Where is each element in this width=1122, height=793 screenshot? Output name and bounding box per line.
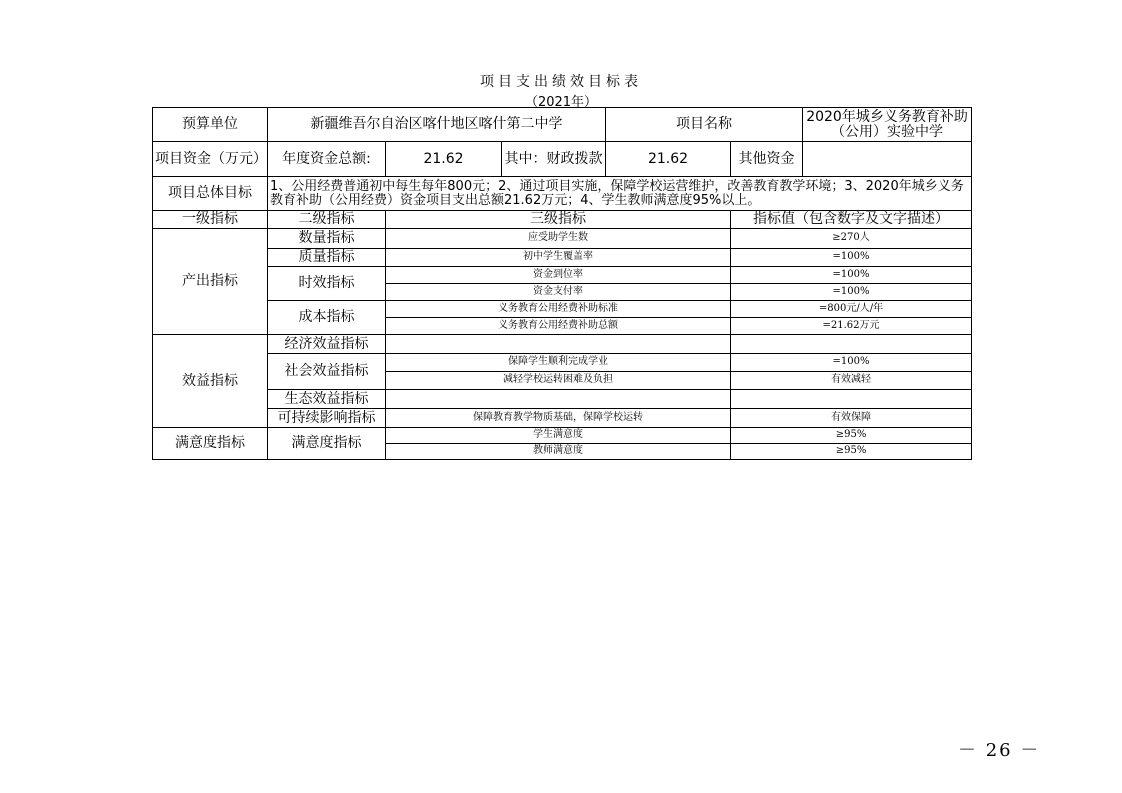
indicator-name: 保障教育教学物质基础，保障学校运转 (386, 409, 731, 428)
col-header-value: 指标值（包含数字及文字描述） (731, 211, 972, 229)
indicator-name: 初中学生覆盖率 (386, 249, 731, 267)
indicator-value: =21.62万元 (731, 318, 972, 335)
indicator-name: 减轻学校运转困难及负担 (386, 372, 731, 390)
ecological-indicator-label: 生态效益指标 (268, 390, 386, 409)
quantity-indicator-label: 数量指标 (268, 229, 386, 249)
indicator-name: 应受助学生数 (386, 229, 731, 249)
indicator-value: ≥95% (731, 428, 972, 444)
overall-goal-label: 项目总体目标 (153, 177, 268, 211)
indicator-value (731, 390, 972, 409)
overall-goal-text: 1、公用经费普通初中每生每年800元；2、通过项目实施，保障学校运营维护，改善教育教学环境；3、2020年城乡义务教育补助（公用经费）资金项目支出总额21.62万元；4、学生教师满意度95%以上。 (268, 177, 972, 211)
timeliness-indicator-label: 时效指标 (268, 267, 386, 301)
indicator-value: =100% (731, 354, 972, 372)
col-header-level2: 二级指标 (268, 211, 386, 229)
finance-allocation-value: 21.62 (606, 142, 731, 177)
indicator-value: =100% (731, 249, 972, 267)
col-header-level1: 一级指标 (153, 211, 268, 229)
annual-total-value: 21.62 (386, 142, 502, 177)
page-subtitle: （2021年） (524, 95, 598, 110)
indicator-name: 学生满意度 (386, 428, 731, 444)
indicator-name (386, 390, 731, 409)
benefit-indicator-label: 效益指标 (153, 335, 268, 428)
indicator-value: 有效保障 (731, 409, 972, 428)
indicator-name: 义务教育公用经费补助标准 (386, 301, 731, 318)
indicator-name (386, 335, 731, 354)
indicator-value: ≥270人 (731, 229, 972, 249)
project-name-label: 项目名称 (606, 108, 803, 142)
indicator-name: 教师满意度 (386, 444, 731, 460)
other-funds-label: 其他资金 (731, 142, 803, 177)
quality-indicator-label: 质量指标 (268, 249, 386, 267)
annual-total-label: 年度资金总额: (268, 142, 386, 177)
indicator-value: ≥95% (731, 444, 972, 460)
sustainable-indicator-label: 可持续影响指标 (268, 409, 386, 428)
finance-allocation-label: 其中：财政拨款 (502, 142, 606, 177)
social-indicator-label: 社会效益指标 (268, 354, 386, 390)
indicator-name: 保障学生顺利完成学业 (386, 354, 731, 372)
indicator-value: =100% (731, 267, 972, 284)
project-name-value: 2020年城乡义务教育补助（公用）实验中学 (803, 108, 972, 142)
col-header-level3: 三级指标 (386, 211, 731, 229)
indicator-name: 资金支付率 (386, 284, 731, 301)
page-number: － 26 － (958, 740, 1041, 761)
indicator-name: 资金到位率 (386, 267, 731, 284)
other-funds-value (803, 142, 972, 177)
page-title: 项目支出绩效目标表 (480, 74, 642, 90)
indicator-value: =800元/人/年 (731, 301, 972, 318)
satisfaction-sub-indicator-label: 满意度指标 (268, 428, 386, 460)
indicator-value: =100% (731, 284, 972, 301)
satisfaction-indicator-label: 满意度指标 (153, 428, 268, 460)
indicator-name: 义务教育公用经费补助总额 (386, 318, 731, 335)
budget-unit-value: 新疆维吾尔自治区喀什地区喀什第二中学 (268, 108, 606, 142)
budget-unit-label: 预算单位 (153, 108, 268, 142)
economic-indicator-label: 经济效益指标 (268, 335, 386, 354)
indicator-value (731, 335, 972, 354)
performance-target-table (152, 107, 972, 460)
indicator-value: 有效减轻 (731, 372, 972, 390)
project-fund-label: 项目资金（万元） (153, 142, 268, 177)
output-indicator-label: 产出指标 (153, 229, 268, 335)
cost-indicator-label: 成本指标 (268, 301, 386, 335)
